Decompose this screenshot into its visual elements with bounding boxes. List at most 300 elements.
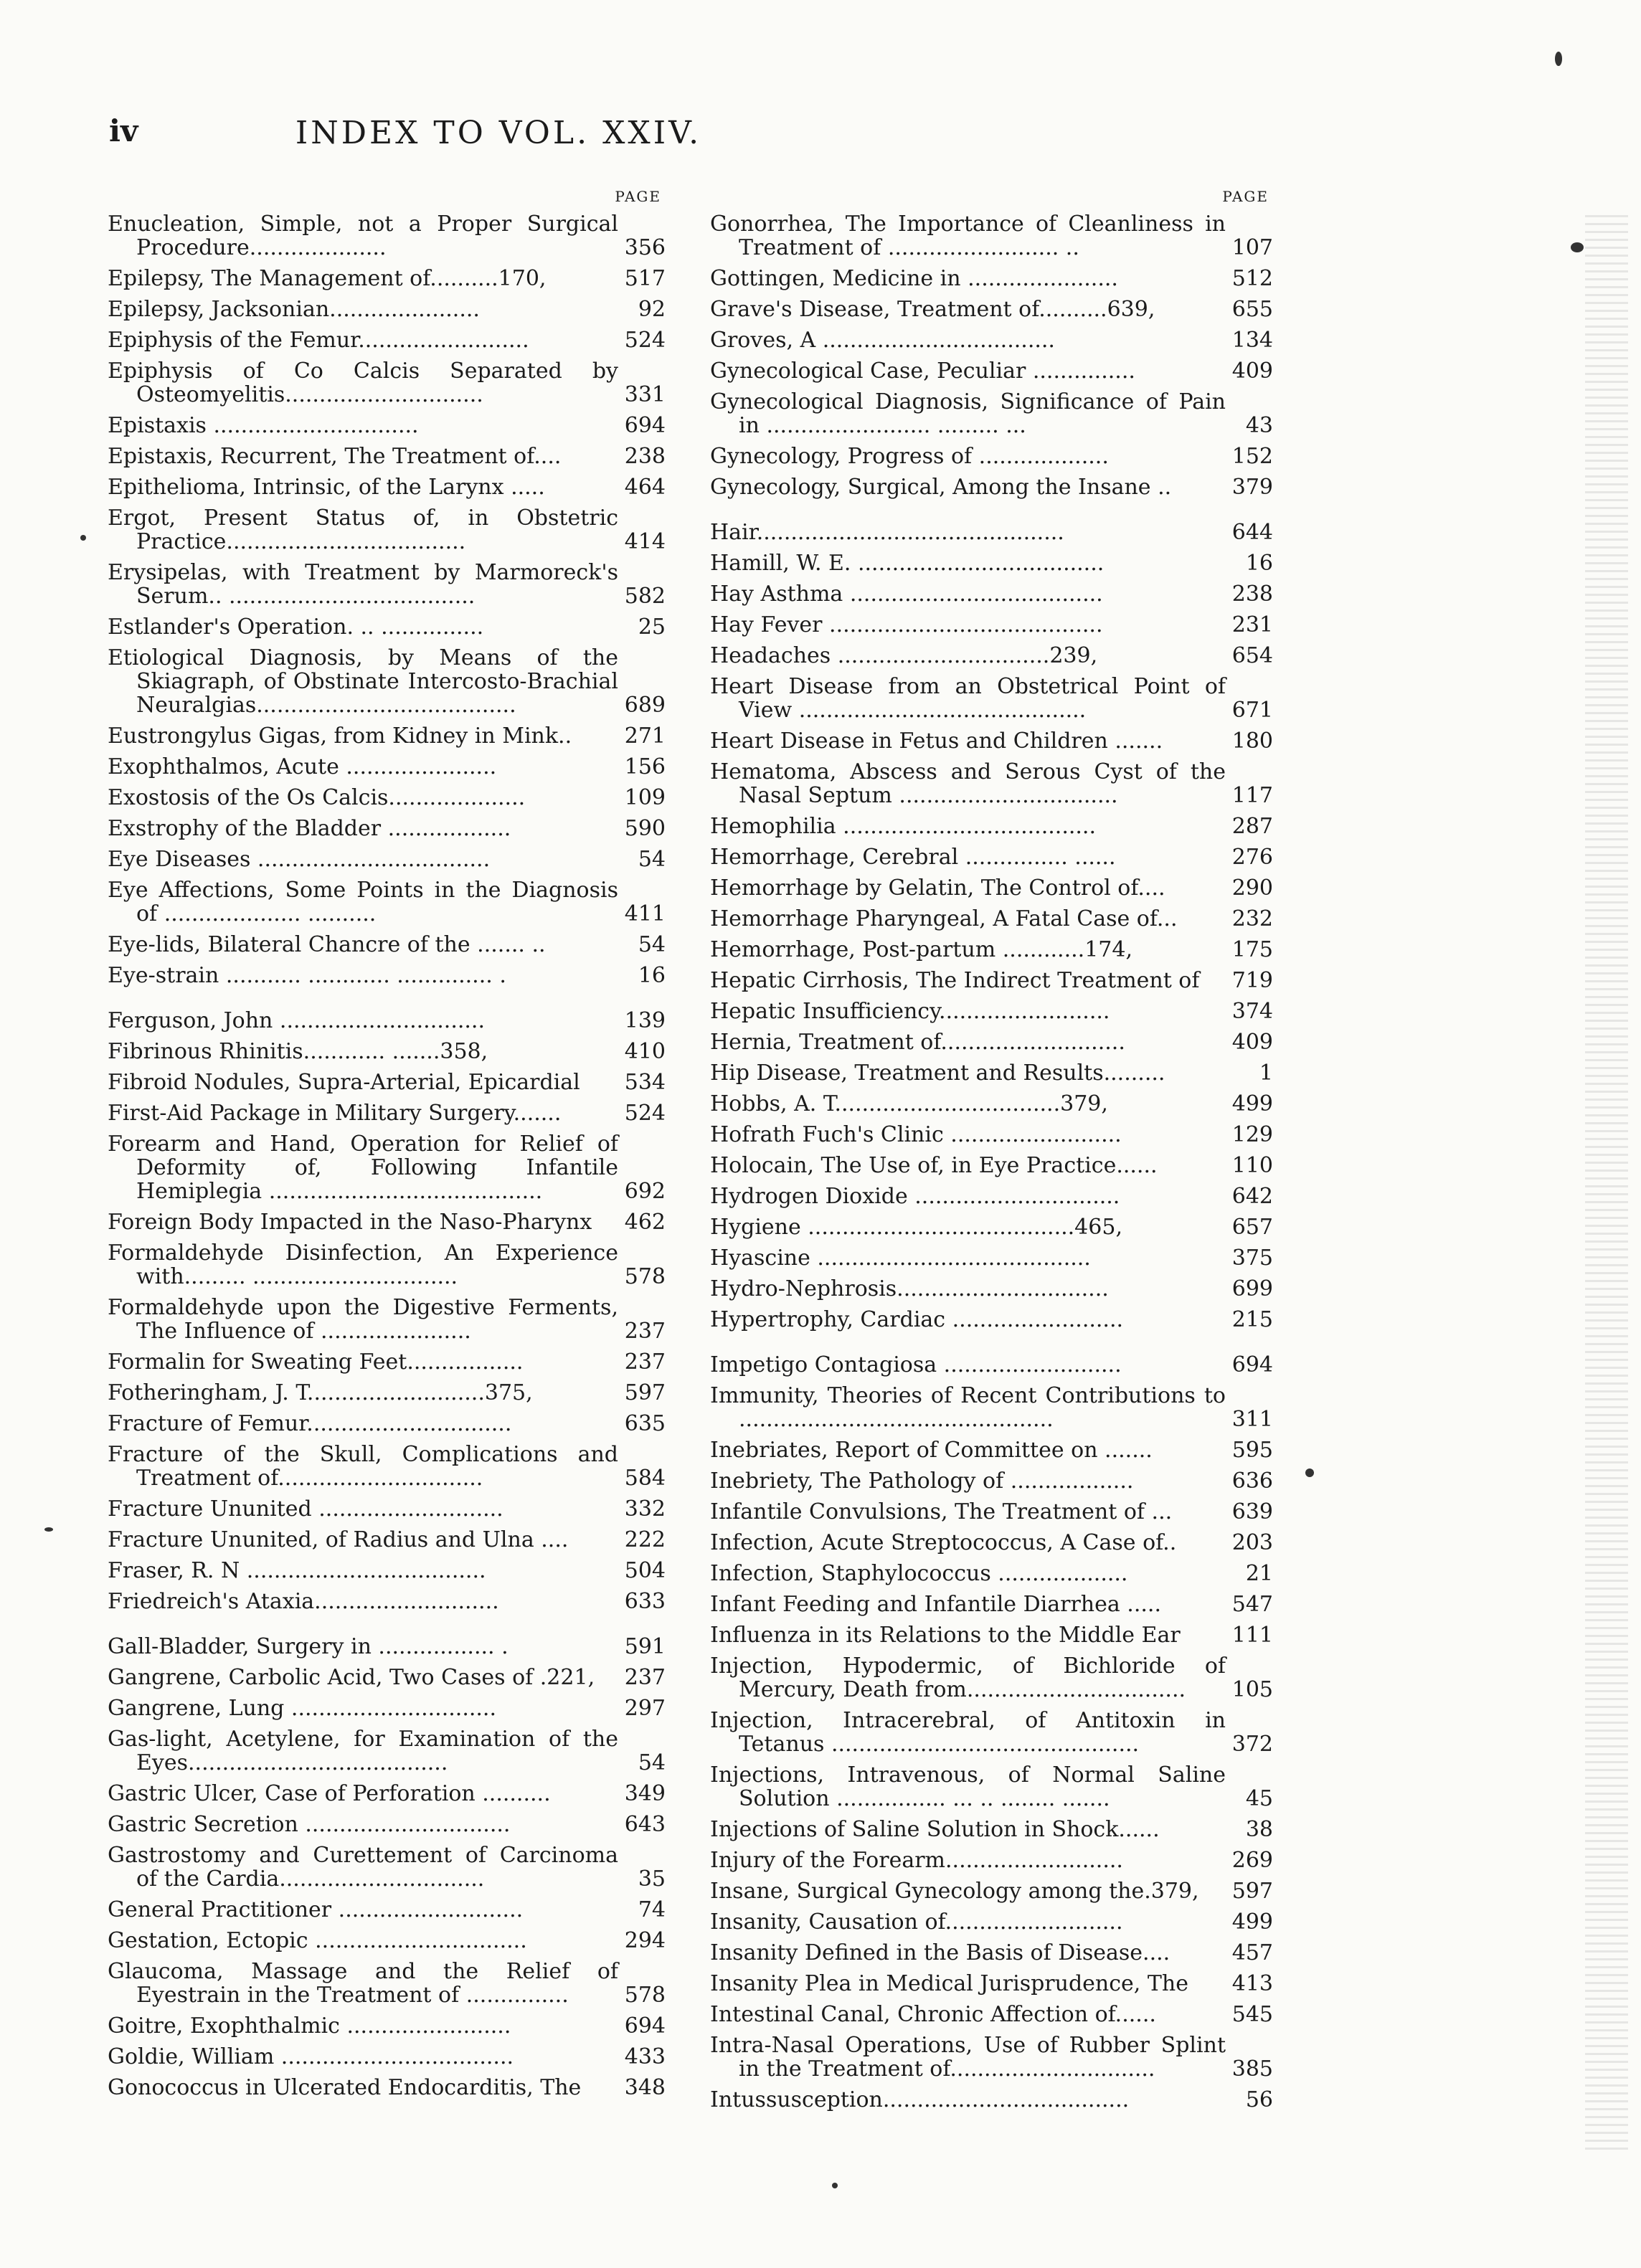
index-entry-topic: Hip Disease, Treatment and Results......... bbox=[710, 1061, 1165, 1086]
index-entry-topic: Gangrene, Lung .............................. bbox=[108, 1696, 497, 1721]
scan-speck bbox=[1555, 52, 1562, 66]
index-entry-topic: Infantile Convulsions, The Treatment of ... bbox=[710, 1499, 1173, 1524]
index-entry bbox=[710, 1277, 1273, 1301]
index-entry-page: 374 bbox=[1231, 999, 1273, 1024]
index-entry-topic: Epiphysis of Co Calcis Separated by Osteomyelitis............................. bbox=[108, 359, 618, 407]
index-entry-page: 1 bbox=[1259, 1061, 1273, 1086]
index-entry-page: 411 bbox=[624, 901, 666, 926]
index-entry bbox=[108, 1782, 666, 1806]
index-entry-topic: Intestinal Canal, Chronic Affection of...... bbox=[710, 2002, 1156, 2027]
index-entry-page: 21 bbox=[1245, 1561, 1273, 1586]
index-entry-topic: Gonorrhea, The Importance of Cleanliness in Treatment of ......................... .. bbox=[710, 212, 1226, 260]
index-entry-topic: Hydrogen Dioxide .............................. bbox=[710, 1184, 1120, 1209]
index-entry-page: 25 bbox=[638, 615, 666, 640]
index-entry bbox=[710, 613, 1273, 637]
index-entry bbox=[108, 724, 666, 748]
index-entry bbox=[108, 561, 666, 608]
index-entry bbox=[710, 938, 1273, 962]
index-entry-page: 595 bbox=[1231, 1438, 1273, 1463]
index-entry-topic: Gottingen, Medicine in ...................... bbox=[710, 266, 1118, 291]
index-entry-topic: Injections of Saline Solution in Shock...... bbox=[710, 1817, 1160, 1842]
index-entry bbox=[108, 964, 666, 987]
index-entry-page: 287 bbox=[1231, 814, 1273, 839]
index-entry-topic: Eye Diseases .................................. bbox=[108, 847, 491, 872]
index-entry-page: 107 bbox=[1231, 235, 1273, 260]
index-entry-page: 578 bbox=[624, 1264, 666, 1289]
index-entry-topic: Gall-Bladder, Surgery in ................. . bbox=[108, 1634, 509, 1659]
index-entry-page: 547 bbox=[1231, 1592, 1273, 1617]
index-entry-page: 238 bbox=[624, 444, 666, 469]
index-entry bbox=[710, 390, 1273, 437]
index-entry bbox=[710, 475, 1273, 499]
index-entry-topic: Formaldehyde upon the Digestive Ferments, The Influence of ...................... bbox=[108, 1295, 618, 1344]
index-entry bbox=[710, 1215, 1273, 1239]
index-entry bbox=[108, 328, 666, 352]
index-entry bbox=[108, 1296, 666, 1343]
scan-edge-noise bbox=[1585, 215, 1628, 2151]
index-entry-page: 54 bbox=[638, 1750, 666, 1775]
index-entry bbox=[108, 1443, 666, 1490]
scan-speck bbox=[832, 2183, 838, 2188]
index-entry-page: 129 bbox=[1231, 1122, 1273, 1147]
index-entry-topic: Gynecology, Progress of ................... bbox=[710, 444, 1109, 469]
index-entry-page: 215 bbox=[1231, 1307, 1273, 1332]
index-entry-page: 591 bbox=[624, 1634, 666, 1659]
page-column-label: PAGE bbox=[615, 188, 661, 205]
index-entry-page: 635 bbox=[624, 1411, 666, 1436]
index-entry-page: 311 bbox=[1231, 1407, 1273, 1432]
index-entry bbox=[108, 506, 666, 554]
index-entry-page: 331 bbox=[624, 382, 666, 407]
index-entry bbox=[710, 1308, 1273, 1332]
index-entry-topic: Exophthalmos, Acute ...................... bbox=[108, 754, 497, 779]
index-entry-topic: Insanity Defined in the Basis of Disease.... bbox=[710, 1940, 1171, 1965]
index-entry-topic: Hay Asthma ..................................... bbox=[710, 582, 1103, 607]
index-entry bbox=[108, 298, 666, 321]
index-entry-topic: Gastrostomy and Curettement of Carcinoma of the Cardia.............................. bbox=[108, 1843, 618, 1892]
index-entry-topic: First-Aid Package in Military Surgery....... bbox=[108, 1101, 562, 1126]
index-entry-topic: Fibroid Nodules, Supra-Arterial, Epicardial bbox=[108, 1070, 580, 1095]
index-entry-topic: Enucleation, Simple, not a Proper Surgical Procedure.................... bbox=[108, 212, 618, 260]
index-entry bbox=[710, 1623, 1273, 1647]
index-entry bbox=[710, 2034, 1273, 2081]
index-entry-page: 694 bbox=[624, 413, 666, 438]
page-title: INDEX TO VOL. XXIV. bbox=[295, 115, 702, 151]
index-entry-page: 433 bbox=[624, 2044, 666, 2069]
index-entry-topic: Gynecological Case, Peculiar ............... bbox=[710, 359, 1135, 384]
index-entry-topic: Hyascine ........................................ bbox=[710, 1245, 1091, 1271]
index-entry-page: 379 bbox=[1231, 475, 1273, 500]
index-entry-page: 222 bbox=[624, 1527, 666, 1552]
index-entry bbox=[710, 1879, 1273, 1903]
index-entry bbox=[710, 2003, 1273, 2026]
index-entry-topic: Hepatic Insufficiency......................... bbox=[710, 999, 1110, 1024]
index-entry-topic: Infection, Staphylococcus ................... bbox=[710, 1561, 1128, 1586]
index-entry bbox=[710, 1818, 1273, 1841]
index-entry-page: 45 bbox=[1245, 1786, 1273, 1811]
index-entry-page: 232 bbox=[1231, 906, 1273, 931]
index-entry-page: 671 bbox=[1231, 698, 1273, 723]
index-entry-page: 633 bbox=[624, 1589, 666, 1614]
index-entry bbox=[108, 2076, 666, 2099]
index-entry-page: 43 bbox=[1245, 413, 1273, 438]
index-entry bbox=[108, 1350, 666, 1374]
index-entry-topic: Hay Fever ........................................ bbox=[710, 612, 1103, 637]
scan-speck bbox=[1305, 1468, 1314, 1477]
index-entry bbox=[108, 1727, 666, 1775]
index-entry-topic: Etiological Diagnosis, by Means of the Skiagraph, of Obstinate Intercosto-Brachial Neuralgias...................................... bbox=[108, 645, 618, 718]
index-entry-topic: Hofrath Fuch's Clinic ......................... bbox=[710, 1122, 1122, 1147]
index-entry bbox=[108, 755, 666, 779]
index-entry bbox=[710, 1593, 1273, 1616]
index-entry-page: 56 bbox=[1245, 2087, 1273, 2112]
index-entry-topic: Gastric Secretion .............................. bbox=[108, 1812, 511, 1837]
index-entry-page: 534 bbox=[624, 1070, 666, 1095]
index-entry-topic: Gastric Ulcer, Case of Perforation .......... bbox=[108, 1781, 551, 1806]
index-entry-topic: Epithelioma, Intrinsic, of the Larynx ..... bbox=[108, 475, 545, 500]
index-entry-topic: Hernia, Treatment of........................... bbox=[710, 1030, 1125, 1055]
index-entry-topic: Hemorrhage Pharyngeal, A Fatal Case of... bbox=[710, 906, 1178, 931]
page-column-label: PAGE bbox=[1222, 188, 1269, 205]
index-entry bbox=[108, 1009, 666, 1033]
index-entry-topic: Exstrophy of the Bladder .................. bbox=[108, 816, 511, 841]
index-entry bbox=[710, 1469, 1273, 1493]
index-entry-page: 237 bbox=[624, 1349, 666, 1375]
index-entry-page: 642 bbox=[1231, 1184, 1273, 1209]
index-entry-topic: Hydro-Nephrosis............................... bbox=[710, 1276, 1109, 1301]
index-entry bbox=[108, 267, 666, 290]
index-entry-page: 654 bbox=[1231, 643, 1273, 668]
index-entry-topic: Hemophilia ..................................... bbox=[710, 814, 1096, 839]
index-entry-page: 238 bbox=[1231, 582, 1273, 607]
index-entry-page: 694 bbox=[1231, 1352, 1273, 1377]
index-entry bbox=[710, 1654, 1273, 1702]
index-entry-page: 692 bbox=[624, 1179, 666, 1204]
index-entry-topic: Insane, Surgical Gynecology among the.379, bbox=[710, 1879, 1199, 1904]
index-entry-topic: Heart Disease in Fetus and Children ....... bbox=[710, 729, 1163, 754]
index-entry bbox=[710, 1123, 1273, 1147]
index-entry-topic: Eye Affections, Some Points in the Diagnosis of .................... .......... bbox=[108, 878, 618, 926]
index-entry-page: 584 bbox=[624, 1466, 666, 1491]
index-entry-topic: Exostosis of the Os Calcis.................... bbox=[108, 785, 526, 810]
index-entry-topic: Impetigo Contagiosa .......................... bbox=[710, 1352, 1122, 1377]
index-entry-page: 545 bbox=[1231, 2002, 1273, 2027]
index-entry-page: 175 bbox=[1231, 937, 1273, 962]
index-entry-topic: Eustrongylus Gigas, from Kidney in Mink.. bbox=[108, 723, 572, 749]
index-entry-page: 689 bbox=[624, 693, 666, 718]
index-entry-topic: Holocain, The Use of, in Eye Practice...... bbox=[710, 1153, 1158, 1178]
index-entry bbox=[710, 1438, 1273, 1462]
index-entry-topic: Inebriety, The Pathology of .................. bbox=[710, 1468, 1134, 1494]
index-entry-topic: Gynecological Diagnosis, Significance of Pain in ........................ ......... ... bbox=[710, 389, 1226, 438]
index-entry-page: 111 bbox=[1231, 1623, 1273, 1648]
index-entry bbox=[710, 907, 1273, 931]
index-entry bbox=[710, 1246, 1273, 1270]
index-entry-page: 597 bbox=[1231, 1879, 1273, 1904]
index-entry-topic: Forearm and Hand, Operation for Relief of Deformity of, Following Infantile Hemiplegia ........................................ bbox=[108, 1131, 618, 1204]
index-entry bbox=[108, 1813, 666, 1836]
index-entry-topic: Epilepsy, The Management of..........170, bbox=[108, 266, 547, 291]
index-entry bbox=[710, 328, 1273, 352]
index-entry-page: 16 bbox=[638, 963, 666, 988]
index-entry-topic: Foreign Body Impacted in the Naso-Pharynx bbox=[108, 1210, 592, 1235]
index-entry bbox=[710, 2088, 1273, 2112]
index-entry-topic: Gonococcus in Ulcerated Endocarditis, The bbox=[108, 2075, 582, 2100]
index-entry-page: 414 bbox=[624, 529, 666, 554]
index-entry bbox=[710, 551, 1273, 575]
index-entry bbox=[108, 1559, 666, 1583]
index-entry-page: 644 bbox=[1231, 520, 1273, 545]
index-entry-page: 110 bbox=[1231, 1153, 1273, 1178]
index-entry bbox=[108, 1132, 666, 1203]
index-entry bbox=[710, 1500, 1273, 1524]
index-entry bbox=[108, 414, 666, 437]
index-entry-page: 237 bbox=[624, 1319, 666, 1344]
index-entry bbox=[710, 1531, 1273, 1555]
index-entry-page: 203 bbox=[1231, 1530, 1273, 1555]
index-entry-page: 636 bbox=[1231, 1468, 1273, 1494]
index-entry-topic: Hobbs, A. T.................................379, bbox=[710, 1091, 1108, 1116]
index-entry-page: 139 bbox=[624, 1008, 666, 1033]
index-entry-topic: Glaucoma, Massage and the Relief of Eyestrain in the Treatment of ............... bbox=[108, 1959, 618, 2008]
index-entry bbox=[710, 1763, 1273, 1811]
index-entry bbox=[108, 1101, 666, 1125]
index-entry-topic: Hypertrophy, Cardiac ......................... bbox=[710, 1307, 1124, 1332]
index-entry bbox=[108, 848, 666, 871]
index-entry-page: 231 bbox=[1231, 612, 1273, 637]
index-entry-page: 156 bbox=[624, 754, 666, 779]
index-entry-page: 694 bbox=[624, 2013, 666, 2039]
index-entry bbox=[108, 1844, 666, 1891]
index-entry-topic: Friedreich's Ataxia........................... bbox=[108, 1589, 499, 1614]
index-entry bbox=[710, 521, 1273, 544]
index-entry bbox=[710, 1154, 1273, 1177]
index-entry bbox=[710, 845, 1273, 869]
index-entry-page: 524 bbox=[624, 328, 666, 353]
index-entry bbox=[108, 786, 666, 810]
index-entry-topic: Gynecology, Surgical, Among the Insane .. bbox=[710, 475, 1172, 500]
index-entry-page: 639 bbox=[1231, 1499, 1273, 1524]
index-entry-topic: Epilepsy, Jacksonian...................... bbox=[108, 297, 480, 322]
index-entry-topic: Fracture of the Skull, Complications and Treatment of.............................. bbox=[108, 1442, 618, 1491]
index-entry bbox=[108, 1590, 666, 1613]
index-entry bbox=[710, 815, 1273, 838]
index-entry-page: 74 bbox=[638, 1897, 666, 1922]
index-entry-topic: Estlander's Operation. .. ............... bbox=[108, 615, 484, 640]
index-entry-page: 269 bbox=[1231, 1848, 1273, 1873]
index-entry-page: 499 bbox=[1231, 1909, 1273, 1935]
index-entry bbox=[108, 817, 666, 840]
index-entry-page: 578 bbox=[624, 1983, 666, 2008]
index-entry-topic: Hemorrhage, Cerebral ............... ...... bbox=[710, 845, 1116, 870]
scan-speck bbox=[1571, 242, 1584, 252]
index-entry-topic: Goldie, William .................................. bbox=[108, 2044, 514, 2069]
index-entry-page: 349 bbox=[624, 1781, 666, 1806]
index-entry bbox=[108, 1241, 666, 1289]
index-entry-topic: Injections, Intravenous, of Normal Saline Solution ................ ... .. ........ ....... bbox=[710, 1762, 1226, 1811]
index-entry-page: 517 bbox=[624, 266, 666, 291]
index-entry-page: 413 bbox=[1231, 1971, 1273, 1996]
index-entry-page: 16 bbox=[1245, 551, 1273, 576]
index-entry bbox=[710, 445, 1273, 468]
index-entry bbox=[108, 2045, 666, 2069]
index-entry-topic: Injection, Hypodermic, of Bichloride of Mercury, Death from................................ bbox=[710, 1653, 1226, 1702]
index-entry-topic: Fraser, R. N ................................... bbox=[108, 1558, 486, 1583]
index-entry bbox=[710, 969, 1273, 992]
index-entry-topic: Fracture Ununited, of Radius and Ulna .... bbox=[108, 1527, 569, 1552]
index-entry-topic: Infant Feeding and Infantile Diarrhea ..... bbox=[710, 1592, 1161, 1617]
scan-speck bbox=[80, 535, 86, 541]
index-entry-page: 294 bbox=[624, 1928, 666, 1953]
index-entry bbox=[108, 1898, 666, 1922]
index-entry-page: 457 bbox=[1231, 1940, 1273, 1965]
index-entry bbox=[108, 1960, 666, 2007]
index-entry-page: 348 bbox=[624, 2075, 666, 2100]
index-entry-page: 385 bbox=[1231, 2056, 1273, 2082]
index-entry-page: 109 bbox=[624, 785, 666, 810]
index-entry bbox=[108, 1528, 666, 1552]
index-entry bbox=[108, 1497, 666, 1521]
index-entry-topic: Hygiene .......................................465, bbox=[710, 1215, 1122, 1240]
index-entry-page: 597 bbox=[624, 1380, 666, 1405]
index-entry-topic: Intussusception.................................... bbox=[710, 2087, 1130, 2112]
index-entry bbox=[710, 675, 1273, 722]
index-entry-page: 290 bbox=[1231, 876, 1273, 901]
index-entry-topic: Influenza in its Relations to the Middle Ear bbox=[710, 1623, 1181, 1648]
index-entry-page: 582 bbox=[624, 584, 666, 609]
index-entry-page: 180 bbox=[1231, 729, 1273, 754]
index-entry-page: 409 bbox=[1231, 359, 1273, 384]
index-entry-page: 271 bbox=[624, 723, 666, 749]
index-entry-topic: Headaches ...............................239, bbox=[710, 643, 1098, 668]
index-entry bbox=[710, 1941, 1273, 1965]
index-entry-page: 462 bbox=[624, 1210, 666, 1235]
index-entry-topic: Insanity Plea in Medical Jurisprudence, The bbox=[710, 1971, 1188, 1996]
index-entry-page: 105 bbox=[1231, 1677, 1273, 1702]
index-entry-page: 524 bbox=[624, 1101, 666, 1126]
index-entry-page: 297 bbox=[624, 1696, 666, 1721]
index-entry-topic: Insanity, Causation of.......................... bbox=[710, 1909, 1123, 1935]
index-entry-page: 719 bbox=[1231, 968, 1273, 993]
index-entry-page: 504 bbox=[624, 1558, 666, 1583]
index-entry bbox=[710, 760, 1273, 807]
index-entry bbox=[710, 1910, 1273, 1934]
index-entry bbox=[108, 359, 666, 407]
index-entry-topic: Injection, Intracerebral, of Antitoxin in Tetanus ............................................. bbox=[710, 1708, 1226, 1757]
index-entry bbox=[108, 2014, 666, 2038]
index-entry bbox=[108, 1412, 666, 1436]
index-entry bbox=[710, 1384, 1273, 1431]
index-entry bbox=[710, 1061, 1273, 1085]
index-entry-page: 657 bbox=[1231, 1215, 1273, 1240]
index-entry-page: 332 bbox=[624, 1496, 666, 1522]
index-entry bbox=[108, 1666, 666, 1689]
index-entry-page: 35 bbox=[638, 1866, 666, 1892]
index-entry-page: 38 bbox=[1245, 1817, 1273, 1842]
index-entry-page: 464 bbox=[624, 475, 666, 500]
index-entry-page: 499 bbox=[1231, 1091, 1273, 1116]
index-entry bbox=[108, 445, 666, 468]
index-entry-topic: Goitre, Exophthalmic ........................ bbox=[108, 2013, 511, 2039]
index-entry-topic: Intra-Nasal Operations, Use of Rubber Splint in the Treatment of.............................. bbox=[710, 2033, 1226, 2082]
index-entry-topic: Gas-light, Acetylene, for Examination of the Eyes...................................... bbox=[108, 1727, 618, 1775]
index-entry-topic: Hemorrhage, Post-partum ............174, bbox=[710, 937, 1132, 962]
index-entry-topic: Immunity, Theories of Recent Contributions to .............................................. bbox=[710, 1383, 1226, 1432]
index-entry-topic: Epistaxis .............................. bbox=[108, 413, 419, 438]
index-entry bbox=[710, 267, 1273, 290]
index-entry bbox=[710, 1092, 1273, 1116]
index-entry bbox=[108, 1697, 666, 1720]
index-entry-topic: Fibrinous Rhinitis............ .......358, bbox=[108, 1039, 488, 1064]
index-entry-topic: Inebriates, Report of Committee on ....... bbox=[710, 1438, 1153, 1463]
index-entry-topic: Grave's Disease, Treatment of..........639, bbox=[710, 297, 1155, 322]
index-entry-topic: Hemorrhage by Gelatin, The Control of.... bbox=[710, 876, 1165, 901]
index-entry-topic: Epistaxis, Recurrent, The Treatment of.... bbox=[108, 444, 562, 469]
index-entry bbox=[710, 1185, 1273, 1208]
index-entry-page: 512 bbox=[1231, 266, 1273, 291]
index-entry bbox=[710, 1972, 1273, 1996]
index-entry-topic: Gangrene, Carbolic Acid, Two Cases of .221, bbox=[108, 1665, 595, 1690]
index-entry bbox=[108, 475, 666, 499]
index-entry-topic: Hamill, W. E. .................................... bbox=[710, 551, 1105, 576]
scan-speck bbox=[44, 1527, 53, 1532]
index-entry-topic: Eye-strain ........... ............ .............. . bbox=[108, 963, 506, 988]
index-entry-topic: Ergot, Present Status of, in Obstetric Practice................................... bbox=[108, 506, 618, 554]
index-entry bbox=[710, 1000, 1273, 1023]
index-entry-page: 276 bbox=[1231, 845, 1273, 870]
index-entry-page: 134 bbox=[1231, 328, 1273, 353]
index-entry-page: 590 bbox=[624, 816, 666, 841]
index-entry-topic: Erysipelas, with Treatment by Marmoreck's Serum.. .................................... bbox=[108, 560, 618, 609]
index-entry bbox=[108, 1635, 666, 1659]
index-entry bbox=[108, 212, 666, 260]
index-entry-topic: Hematoma, Abscess and Serous Cyst of the Nasal Septum ................................ bbox=[710, 759, 1226, 808]
index-entry-page: 375 bbox=[1231, 1245, 1273, 1271]
index-entry bbox=[710, 1353, 1273, 1377]
index-entry-page: 54 bbox=[638, 847, 666, 872]
index-entry-topic: Infection, Acute Streptococcus, A Case of.. bbox=[710, 1530, 1177, 1555]
index-entry bbox=[710, 582, 1273, 606]
index-entry bbox=[710, 644, 1273, 668]
index-entry-topic: Heart Disease from an Obstetrical Point of View .......................................... bbox=[710, 674, 1226, 723]
index-entry-topic: Formalin for Sweating Feet................. bbox=[108, 1349, 524, 1375]
index-entry-page: 152 bbox=[1231, 444, 1273, 469]
index-entry bbox=[710, 1562, 1273, 1585]
index-entry-page: 54 bbox=[638, 932, 666, 957]
index-entry bbox=[108, 646, 666, 717]
index-column-right bbox=[710, 188, 1273, 2119]
index-entry-page: 237 bbox=[624, 1665, 666, 1690]
index-entry-topic: Eye-lids, Bilateral Chancre of the ....... .. bbox=[108, 932, 546, 957]
index-entry bbox=[710, 359, 1273, 383]
index-entry bbox=[108, 1071, 666, 1094]
index-entry bbox=[108, 615, 666, 639]
index-entry bbox=[108, 1929, 666, 1953]
index-entry-page: 92 bbox=[638, 297, 666, 322]
index-entry-page: 699 bbox=[1231, 1276, 1273, 1301]
index-entry-topic: Hepatic Cirrhosis, The Indirect Treatment of bbox=[710, 968, 1200, 993]
index-entry-topic: Gestation, Ectopic ............................... bbox=[108, 1928, 527, 1953]
index-entry-topic: Ferguson, John .............................. bbox=[108, 1008, 485, 1033]
index-entry bbox=[108, 1381, 666, 1405]
index-entry-topic: Fracture of Femur.............................. bbox=[108, 1411, 512, 1436]
index-entry bbox=[710, 876, 1273, 900]
index-entry-topic: Fracture Ununited ........................... bbox=[108, 1496, 503, 1522]
index-entry-topic: Hair............................................. bbox=[710, 520, 1064, 545]
index-entry-topic: Epiphysis of the Femur......................... bbox=[108, 328, 529, 353]
index-entry bbox=[108, 933, 666, 957]
index-entry-topic: Formaldehyde Disinfection, An Experience with......... .............................. bbox=[108, 1240, 618, 1289]
